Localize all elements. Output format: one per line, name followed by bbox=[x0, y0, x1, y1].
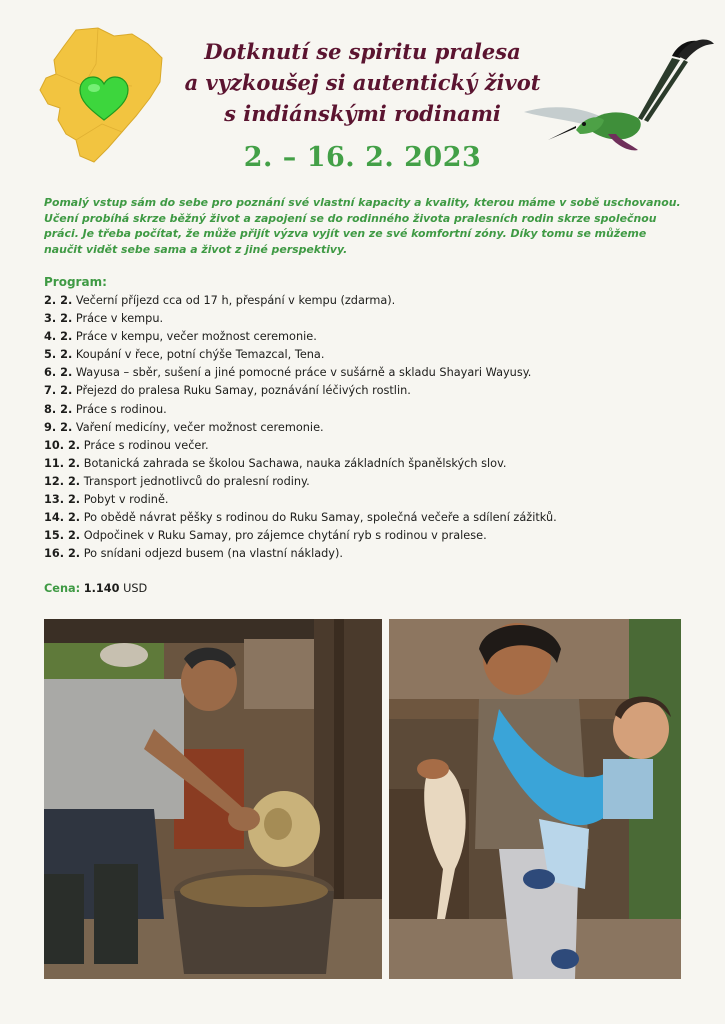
program-list bbox=[44, 292, 684, 563]
title-line-2: a vyzkoušej si autentický život bbox=[184, 70, 541, 95]
program-item bbox=[44, 401, 684, 419]
program-day: 13. 2. bbox=[44, 493, 81, 507]
program-text: Vaření medicíny, večer možnost ceremonie. bbox=[75, 420, 324, 434]
program-item bbox=[44, 419, 684, 437]
program-text: Wayusa – sběr, sušení a jiné pomocné práce v sušárně a skladu Shayari Wayusy. bbox=[75, 366, 532, 380]
photo-woman-with-child bbox=[389, 619, 681, 979]
program-day: 2. 2. bbox=[44, 294, 73, 307]
program-text: Po snídani odjezd busem (na vlastní náklady). bbox=[83, 547, 343, 561]
program-item bbox=[44, 527, 684, 545]
program-text: Přejezd do pralesa Ruku Samay, poznávání léčivých rostlin. bbox=[75, 384, 411, 398]
program-text: Po obědě návrat pěšky s rodinou do Ruku Samay, společná večeře a sdílení zážitků. bbox=[83, 511, 557, 525]
price-currency: USD bbox=[123, 582, 148, 595]
program-day: 12. 2. bbox=[44, 474, 81, 488]
program-day: 11. 2. bbox=[44, 456, 81, 470]
title-line-3: s indiánskými rodinami bbox=[224, 101, 501, 126]
program-heading: Program: bbox=[44, 275, 107, 289]
program-item bbox=[44, 509, 684, 527]
program-item bbox=[44, 437, 684, 455]
program-text: Práce v kempu. bbox=[75, 312, 164, 326]
program-day: 4. 2. bbox=[44, 330, 73, 344]
program-text: Pobyt v rodině. bbox=[83, 493, 169, 507]
program-text: Koupání v řece, potní chýše Temazcal, Tena. bbox=[75, 348, 325, 362]
program-day: 10. 2. bbox=[44, 438, 81, 452]
program-text: Práce s rodinou večer. bbox=[83, 438, 209, 452]
program-text: Večerní příjezd cca od 17 h, přespání v kempu (zdarma). bbox=[75, 294, 396, 307]
program-day: 6. 2. bbox=[44, 366, 73, 380]
program-day: 9. 2. bbox=[44, 420, 73, 434]
program-item bbox=[44, 346, 684, 364]
program-text: Práce v kempu, večer možnost ceremonie. bbox=[75, 330, 317, 344]
photo-man-cooking bbox=[44, 619, 382, 979]
program-item bbox=[44, 310, 684, 328]
price-line bbox=[44, 582, 147, 595]
program-item bbox=[44, 364, 684, 382]
program-text: Transport jednotlivců do pralesní rodiny. bbox=[83, 474, 310, 488]
program-day: 5. 2. bbox=[44, 348, 73, 362]
program-text: Práce s rodinou. bbox=[75, 402, 167, 416]
program-item bbox=[44, 292, 684, 310]
program-day: 15. 2. bbox=[44, 529, 81, 543]
program-text: Odpočinek v Ruku Samay, pro zájemce chytání ryb s rodinou v pralese. bbox=[83, 529, 487, 543]
program-day: 7. 2. bbox=[44, 384, 73, 398]
page-title bbox=[170, 36, 555, 129]
program-item bbox=[44, 491, 684, 509]
program-item bbox=[44, 328, 684, 346]
ecuador-map-icon bbox=[36, 24, 166, 166]
program-item bbox=[44, 545, 684, 563]
title-line-1: Dotknutí se spiritu pralesa bbox=[204, 39, 521, 64]
program-day: 16. 2. bbox=[44, 547, 81, 561]
program-text: Botanická zahrada se školou Sachawa, nauka základních španělských slov. bbox=[83, 456, 507, 470]
intro-paragraph: Pomalý vstup sám do sebe pro poznání své vlastní kapacity a kvality, kterou máme v sobě uschovanou. Učení probíhá skrze běžný život a zapojení se do rodinného života pralesních rodin skrze společnou práci. Je třeba počítat, že může přijít výzva vyjít ven ze své komfortní zóny. Díky tomu se můžeme naučit vidět sebe sama a život z jiné perspektivy. bbox=[44, 196, 681, 256]
program-item bbox=[44, 382, 684, 400]
program-item bbox=[44, 473, 684, 491]
program-day: 14. 2. bbox=[44, 511, 81, 525]
program-day: 8. 2. bbox=[44, 402, 73, 416]
program-item bbox=[44, 455, 684, 473]
program-day: 3. 2. bbox=[44, 312, 73, 326]
event-dates: 2. – 16. 2. 2023 bbox=[243, 142, 482, 173]
price-label: Cena: bbox=[44, 582, 81, 595]
price-amount: 1.140 bbox=[83, 582, 120, 595]
